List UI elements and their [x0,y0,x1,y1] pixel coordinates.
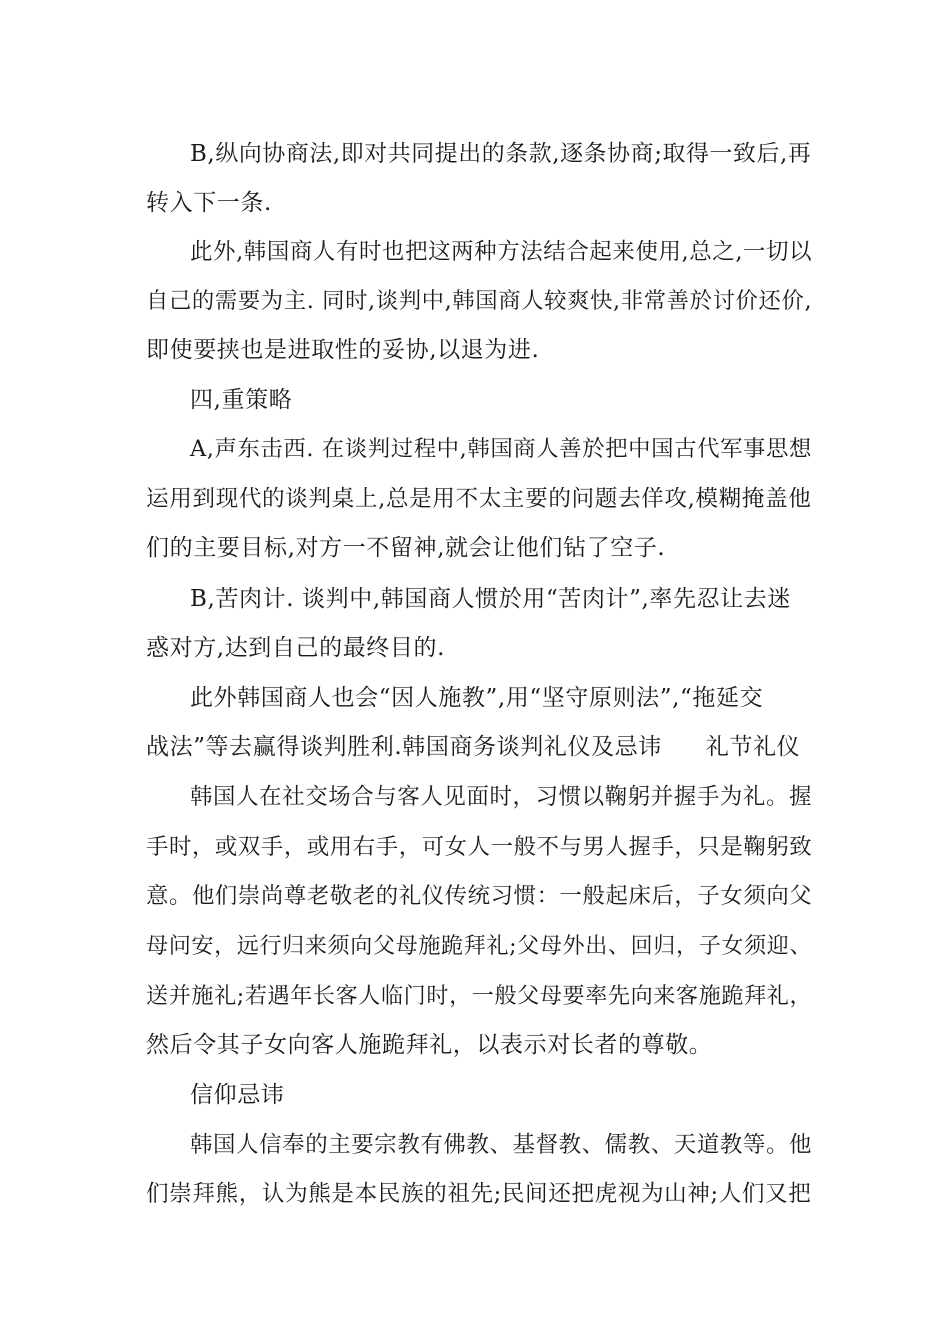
text-line: 然后令其子女向客人施跪拜礼，以表示对长者的尊敬。 [146,1032,713,1058]
text-line: A,声东击西. 在谈判过程中,韩国商人善於把中国古代军事思想 [190,436,812,462]
text-span: 战法”等去赢得谈判胜利.韩国商务谈判礼仪及忌讳 [146,734,662,760]
section-heading: 四,重策略 [190,387,293,413]
text-line: 母问安，远行归来须向父母施跪拜礼;父母外出、回归，子女须迎、 [146,933,813,959]
text-line: B,苦肉计. 谈判中,韩国商人惯於用“苦肉计”,率先忍让去迷 [190,586,791,612]
text-line [146,732,800,762]
text-line: 此外,韩国商人有时也把这两种方法结合起来使用,总之,一切以 [190,239,813,265]
section-heading: 礼节礼仪 [705,734,801,760]
text-line: 此外韩国商人也会“因人施教”,用“坚守原则法”,“拖延交 [190,685,764,711]
text-line: 运用到现代的谈判桌上,总是用不太主要的问题去佯攻,模糊掩盖他 [146,486,812,512]
text-line: B,纵向协商法,即对共同提出的条款,逐条协商;取得一致后,再 [190,141,812,167]
text-line: 惑对方,达到自己的最终目的. [146,635,446,661]
text-line: 手时，或双手，或用右手，可女人一般不与男人握手，只是鞠躬致 [146,834,813,860]
text-line: 送并施礼;若遇年长客人临门时，一般父母要率先向来客施跪拜礼， [146,983,813,1009]
text-line: 韩国人在社交场合与客人见面时，习惯以鞠躬并握手为礼。握 [190,784,813,810]
text-line: 转入下一条. [146,190,272,216]
text-line: 韩国人信奉的主要宗教有佛教、基督教、儒教、天道教等。他 [190,1132,813,1158]
text-line: 们崇拜熊，认为熊是本民族的祖先;民间还把虎视为山神;人们又把 [146,1181,812,1207]
text-line: 即使要挟也是进取性的妥协,以退为进. [146,337,540,363]
section-heading: 信仰忌讳 [190,1082,285,1108]
text-line: 们的主要目标,对方一不留神,就会让他们钻了空子. [146,535,666,561]
text-line: 自己的需要为主. 同时,谈判中,韩国商人较爽快,非常善於讨价还价, [146,288,813,314]
text-line: 意。他们崇尚尊老敬老的礼仪传统习惯：一般起床后，子女须向父 [146,883,813,909]
